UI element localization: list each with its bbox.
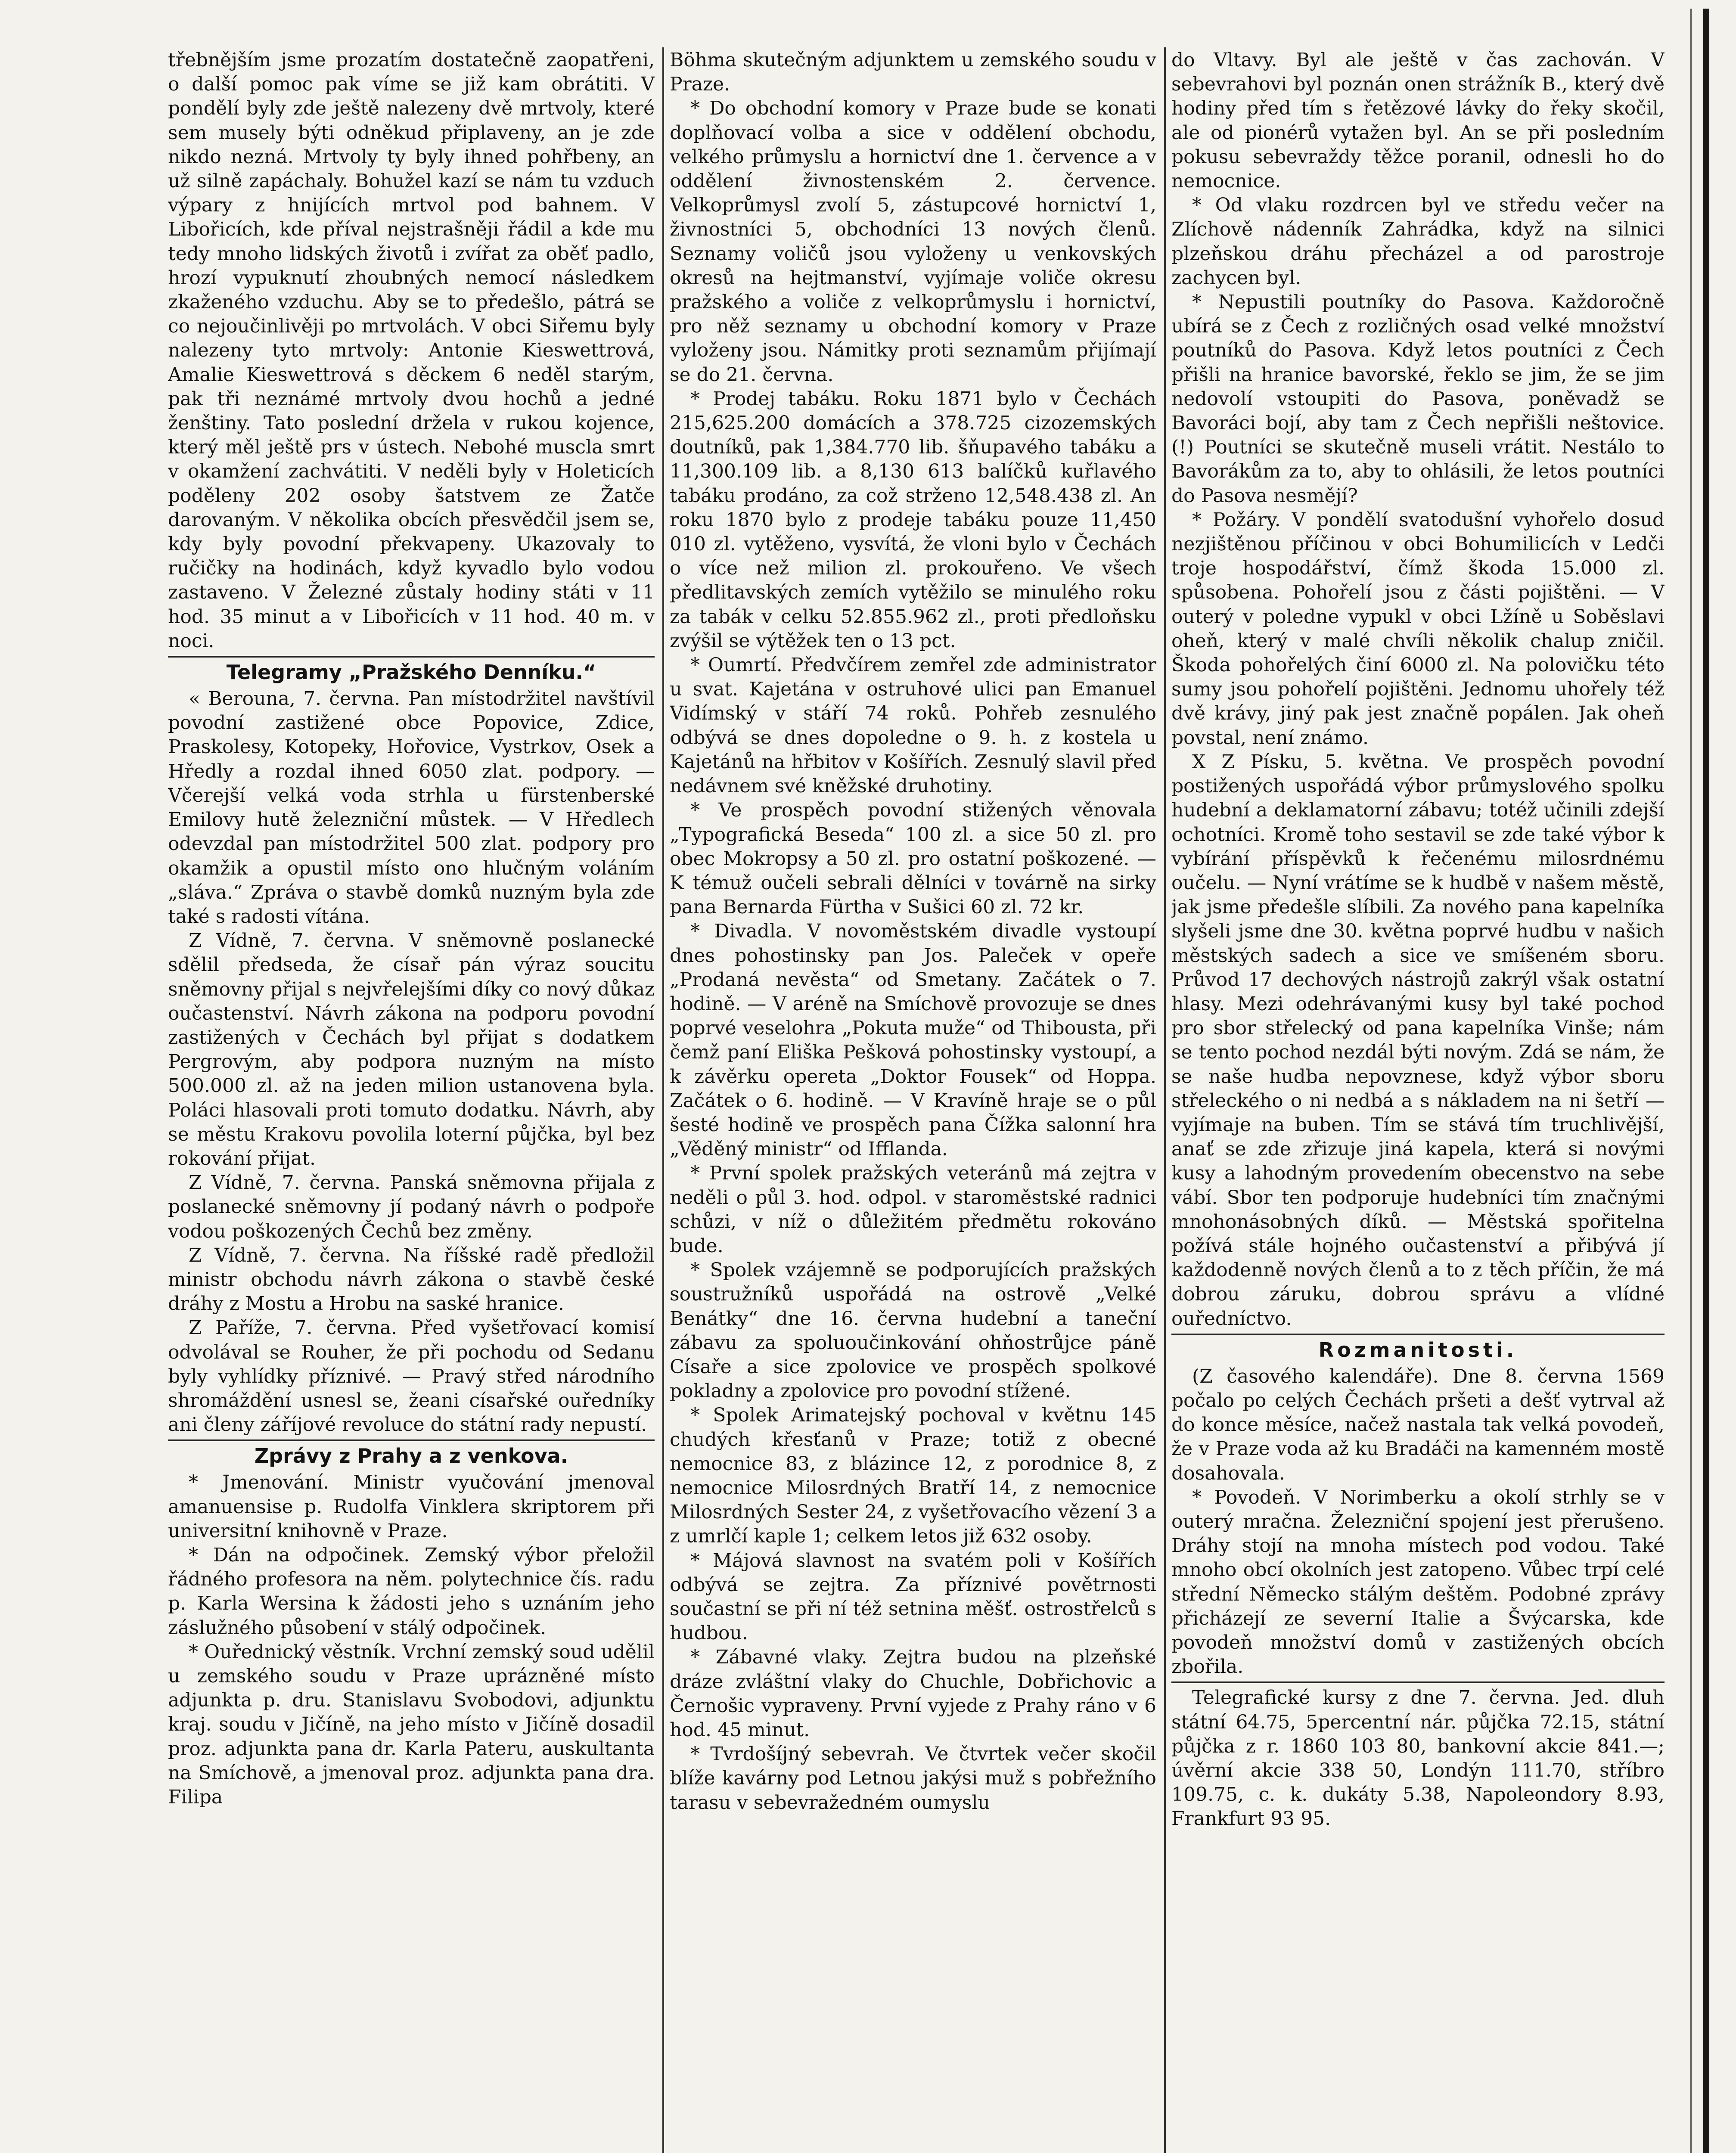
article-paragraph: * Nepustili poutníky do Pasova. Každoročně ubírá se z Čech z rozličných osad velké množství poutníků do Pasova. Když letos poutníci z Čech přišli na hranice bavorské, řeklo se jim, že se jim nedovolí vstoupiti do Pasova, poněvadž se Bavoráci bojí, aby tam z Čech nepřišli neštovice. (!) Poutníci se skutečně museli vrátit. Nestálo to Bavorákům za to, aby to ohlásili, že letos poutníci do Pasova nesmějí? (1171, 291, 1665, 507)
article-paragraph: Telegrafické kursy z dne 7. června. Jed. dluh státní 64.75, 5percentní nár. půjčka 72.15, státní půjčka z r. 1860 103 80, bankovní akcie 841.—; úvěrní akcie 338 50, Londýn 111.70, stříbro 109.75, c. k. dukáty 5.38, Napoleondory 8.93, Frankfurt 93 95. (1171, 1687, 1665, 1830)
article-paragraph: X Z Písku, 5. května. Ve prospěch povodní postižených uspořádá výbor průmyslového spolku hudební a deklamatorní zábavu; totéž učinili zdejší ochotníci. Kromě toho sestavil se zde také výbor k vybírání příspěvků k řečenému milosrdnému oučelu. — Nyní vrátíme se k hudbě v našem městě, jak jsme předešle slíbili. Za nového pana kapelníka slyšeli jsme dne 30. května poprvé hudbu v našich městských sadech a sice ve smíšeném sboru. Průvod 17 dechových nástrojů zakrýl však ostatní hlasy. Mezi odehrávanými kusy byl také pochod pro sbor střelecký od pana kapelníka Vinše; nám se tento pochod nezdál býti novým. Zdá se nám, že se naše hudba nepovznese, když výbor sboru střeleckého o ni nedbá a s nákladem na ni šetří — vyjímaje na buben. Tím se stává tím truchlivější, anať se zde zřizuje jiná kapela, která si novými kusy a lahodným provedením obecenstvo na sebe vábí. Sbor ten podporuje hudebníci tím značnými mnohonásobných díků. — Městská spořitelna požívá stále hojného oučastenství a přibývá jí každodenně nových členů a to z těch příčin, že má dobrou záruku, dobrou správu a vlídné ouředníctvo. (1171, 751, 1665, 1330)
article-paragraph: * Prodej tabáku. Roku 1871 bylo v Čechách 215,625.200 domácích a 378.725 cizozemských doutníků, pak 1,384.770 lib. šňupavého tabáku a 11,300.109 lib. a 8,130 613 balíčků kuřlavého tabáku prodáno, za což strženo 12,548.438 zl. An roku 1870 bylo z prodeje tabáku pouze 11,450 010 zl. vytěženo, vysvítá, že vloni bylo v Čechách o více než milion zl. prokouřeno. Ve všech předlitavských zemích vytěžilo se minulého roku za tabák v celku 52.855.962 zl., proti předloňsku zvýšil se výtěžek ten o 13 pct. (670, 388, 1156, 652)
article-paragraph: * Ve prospěch povodní stižených věnovala „Typografická Beseda“ 100 zl. a sice 50 zl. pro obec Mokropsy a 50 zl. pro ostatní poškozené. — K témuž oučeli sebrali dělníci v továrně na sirky pana Bernarda Fürtha v Sušici 60 zl. 72 kr. (670, 799, 1156, 918)
article-paragraph: * Divadla. V novoměstském divadle vystoupí dnes pohostinsky pan Jos. Paleček v opeře „Prodaná nevěsta“ od Smetany. Začátek o 7. hodině. — V aréně na Smíchově provozuje se dnes poprvé veselohra „Pokuta muže“ od Thibousta, při čemž paní Eliška Pešková pohostinsky vystoupí, a k závěrku opereta „Doktor Fousek“ od Hoppa. Začátek o 6. hodině. — V Kravíně hraje se o půl šesté hodině ve prospěch pana Čížka salonní hra „Věděný ministr“ od Ifflanda. (670, 920, 1156, 1160)
article-paragraph: Z Vídně, 7. června. Panská sněmovna přijala z poslanecké sněmovny jí podaný návrh o podpoře vodou poškozených Čechů bez změny. (168, 1172, 655, 1242)
article-paragraph: * Spolek vzájemně se podporujících pražských soustružníků uspořádá na ostrově „Velké Benátky“ dne 16. června hudební a taneční zábavu za spoluoučinkování ohňostrůjce páně Císaře a sice zpolovice ve prospěch spolkové pokladny a zpolovice pro povodní stížené. (670, 1259, 1156, 1402)
article-paragraph: * Spolek Arimatejský pochoval v květnu 145 chudých křesťanů v Praze; totiž z obecné nemocnice 83, z blázince 12, z porodnice 8, z nemocnice Milosrdných Bratří 14, z nemocnice Milosrdných Sester 24, z vyšetřovacího vězení 3 a z umrlčí kaple 1; celkem letos již 632 osoby. (670, 1404, 1156, 1548)
article-paragraph: * První spolek pražských veteránů má zejtra v neděli o půl 3. hod. odpol. v staroměstské radnici schůzi, v níž o důležitém předmětu rokováno bude. (670, 1162, 1156, 1257)
article-paragraph: * Tvrdošíjný sebevrah. Ve čtvrtek večer skočil blíže kavárny pod Letnou jakýsi muž s pobřežního tarasu v sebevražedném oumyslu (670, 1743, 1156, 1814)
section-heading: Rozmanitosti. (1171, 1334, 1665, 1363)
page-edge-rule-thin (1690, 9, 1692, 2153)
article-paragraph: * Májová slavnost na svatém poli v Košířích odbývá se zejtra. Za příznivé povětrnosti součastní se při ní též setnina měšť. ostrostřelců s hudbou. (670, 1549, 1156, 1644)
column-rule-1 (662, 47, 664, 2153)
article-paragraph: Z Paříže, 7. června. Před vyšetřovací komisí odvolával se Rouher, že při pochodu od Sedanu byly vyhlídky příznivé. — Pravý střed národního shromáždění usnesl se, žeani císařské ouředníky ani členy záříjové revoluce do státní rady nepustí. (168, 1317, 655, 1436)
page-edge-rule (1703, 9, 1709, 2153)
article-paragraph: třebnějším jsme prozatím dostatečně zaopatřeni, o další pomoc pak víme se již kam obrátiti. V pondělí byly zde ještě nalezeny dvě mrtvoly, které sem musely býti odněkud připlaveny, an je zde nikdo nezná. Mrtvoly ty byly ihned pohřbeny, an už silně zapáchaly. Bohužel kazí se nám tu vzduch výpary z hnijících mrtvol pod bahnem. V Libořicích, kde příval nejstrašněji řádil a kde mu tedy mnoho lidských životů i zvířat za oběť padlo, hrozí vypuknutí zhoubných nemocí následkem zkaženého vzduchu. Aby se to předešlo, pátrá se co nejoučinlivěji po mrtvolách. V obci Siřemu byly nalezeny tyto mrtvoly: Antonie Kieswettrová, Amalie Kieswettrová s děckem 6 neděl starým, pak tři neznámé mrtvoly dvou hochů a jedné ženštiny. Tato poslední držela v rukou kojence, který měl ještě prs v ústech. Nebohé muscla smrt v okamžení zachvátiti. V neděli byly v Holeticích poděleny 202 osoby šatstvem ze Žatče darovaným. V několika obcích přesvědčil jsem se, kdy byly povodní překvapeny. Ukazovaly to ručičky na hodinách, když kyvadlo bylo vodou zastaveno. V Železné zůstaly hodiny státi v 11 hod. 35 minut a v Libořicích v 11 hod. 40 m. v noci. (168, 49, 655, 652)
article-paragraph: Z Vídně, 7. června. Na říšské radě předložil ministr obchodu návrh zákona o stavbě české dráhy z Mostu a Hrobu na saské hranice. (168, 1244, 655, 1315)
text-column-2 (670, 48, 1156, 2153)
text-column-3 (1171, 48, 1665, 2153)
divider (1171, 1681, 1665, 1683)
article-paragraph: * Od vlaku rozdrcen byl ve středu večer na Zlíchově nádenník Zahrádka, když na silnici plzeňskou dráhu přecházel a od parostroje zachycen byl. (1171, 194, 1665, 289)
article-paragraph: do Vltavy. Byl ale ještě v čas zachován. V sebevrahovi byl poznán onen strážník B., který dvě hodiny před tím s řetězové lávky do řeky skočil, ale od pionérů vytažen byl. An se při posledním pokusu sebevraždy těžce poranil, odnesli ho do nemocnice. (1171, 49, 1665, 192)
article-paragraph: * Požáry. V pondělí svatodušní vyhořelo dosud nezjištěnou příčinou v obci Bohumilicích v Ledči troje hospodářství, čímž škoda 15.000 zl. spůsobena. Pohořelí jsou z části pojištěni. — V outerý v poledne vypukl v obci Lžíně u Soběslavi oheň, který v malé chvíli několik chalup zničil. Škoda pohořelých činí 6000 zl. Na polovičku této sumy jsou pohořelí pojištěni. Jednomu uhořely též dvě krávy, jiný pak jest značně popálen. Jak oheň povstal, není známo. (1171, 509, 1665, 749)
article-paragraph: * Jmenování. Ministr vyučování jmenoval amanuensise p. Rudolfa Vinklera skriptorem při universitní knihovně v Praze. (168, 1471, 655, 1542)
article-paragraph: Böhma skutečným adjunktem u zemského soudu v Praze. (670, 49, 1156, 96)
article-paragraph: * Zábavné vlaky. Zejtra budou na plzeňské dráze zvláštní vlaky do Chuchle, Dobřichovic a Černošic vypraveny. První vyjede z Prahy ráno v 6 hod. 45 minut. (670, 1646, 1156, 1741)
article-paragraph: * Oumrtí. Předvčírem zemřel zde administrator u svat. Kajetána v ostruhové ulici pan Emanuel Vidímský v stáří 74 roků. Pohřeb zesnulého odbývá se dnes dopoledne o 9. h. z kostela u Kajetánů na hřbitov v Košířích. Zesnulý slavil před nedávnem své kněžské druhotiny. (670, 654, 1156, 797)
article-paragraph: * Povodeň. V Norimberku a okolí strhly se v outerý mračna. Železniční spojení jest přerušeno. Dráhy stojí na mnoha místech pod vodou. Také mnoho obcí okolních jest zatopeno. Vůbec trpí celé střední Německo stálým deštěm. Podobné zprávy přicházejí ze severní Italie a Švýcarska, kde povodeň množství domů v zastižených obcích zbořila. (1171, 1486, 1665, 1678)
article-paragraph: (Z časového kalendáře). Dne 8. června 1569 počalo po celých Čechách pršeti a dešť vytrval až do konce měsíce, načež nastala tak velká povodeň, že v Praze voda až ku Bradáči na kamenném mostě dosahovala. (1171, 1365, 1665, 1484)
article-paragraph: Z Vídně, 7. června. V sněmovně poslanecké sdělil předseda, že císař pán výraz soucitu sněmovny přijal s nejvřelejšími díky co nový důkaz oučastenství. Návrh zákona na podporu povodní zastižených v Čechách byl přijat s dodatkem Pergrovým, aby podpora nuzným na místo 500.000 zl. až na jeden milion ustanovena byla. Poláci hlasovali proti tomuto dodatku. Návrh, aby se městu Krakovu povolila loterní půjčka, byl bez rokování přijat. (168, 930, 655, 1170)
article-paragraph: * Dán na odpočinek. Zemský výbor přeložil řádného profesora na něm. polytechnice čís. radu p. Karla Wersina k žádosti jeho s uznáním jeho záslužného působení v stálý odpočinek. (168, 1544, 655, 1639)
column-rule-2 (1164, 47, 1166, 2153)
text-column-1 (168, 48, 655, 2153)
article-paragraph: * Do obchodní komory v Praze bude se konati doplňovací volba a sice v oddělení obchodu, velkého průmyslu a hornictví dne 1. července a v oddělení živnostenském 2. července. Velkoprůmysl zvolí 5, zástupcové hornictví 1, živnostníci 5, obchodníci 13 nových členů. Seznamy voličů jsou vyloženy u venkovských okresů na hejtmanství, vyjímaje voliče okresu pražského a voliče z velkoprůmyslu i hornictví, pro něž seznamy u obchodní komory v Praze vyloženy jsou. Námitky proti seznamům přijímají se do 21. června. (670, 97, 1156, 386)
article-paragraph: * Ouřednický věstník. Vrchní zemský soud udělil u zemského soudu v Praze uprázněné místo adjunkta p. dru. Stanislavu Svobodovi, adjunktu kraj. soudu v Jičíně, na jeho místo v Jičíně dosadil proz. adjunkta pana dr. Karla Pateru, auskultanta na Smíchově, a jmenoval proz. adjunkta pana dra. Filipa (168, 1641, 655, 1809)
article-paragraph: « Berouna, 7. června. Pan místodržitel navštívil povodní zastižené obce Popovice, Zdice, Praskolesy, Kotopeky, Hořovice, Vystrkov, Osek a Hředly a rozdal ihned 6050 zlat. podpory. — Včerejší velká voda strhla u fürstenberské Emilovy hutě železniční můstek. — V Hředlech odevzdal pan místodržitel 500 zlat. podpory pro okamžik a opustil místo ono hlučným voláním „sláva.“ Zpráva o stavbě domků nuzným byla zde také s radosti vítána. (168, 688, 655, 928)
section-heading: Zprávy z Prahy a z venkova. (168, 1439, 655, 1469)
section-heading: Telegramy „Pražského Denníku.“ (168, 656, 655, 685)
